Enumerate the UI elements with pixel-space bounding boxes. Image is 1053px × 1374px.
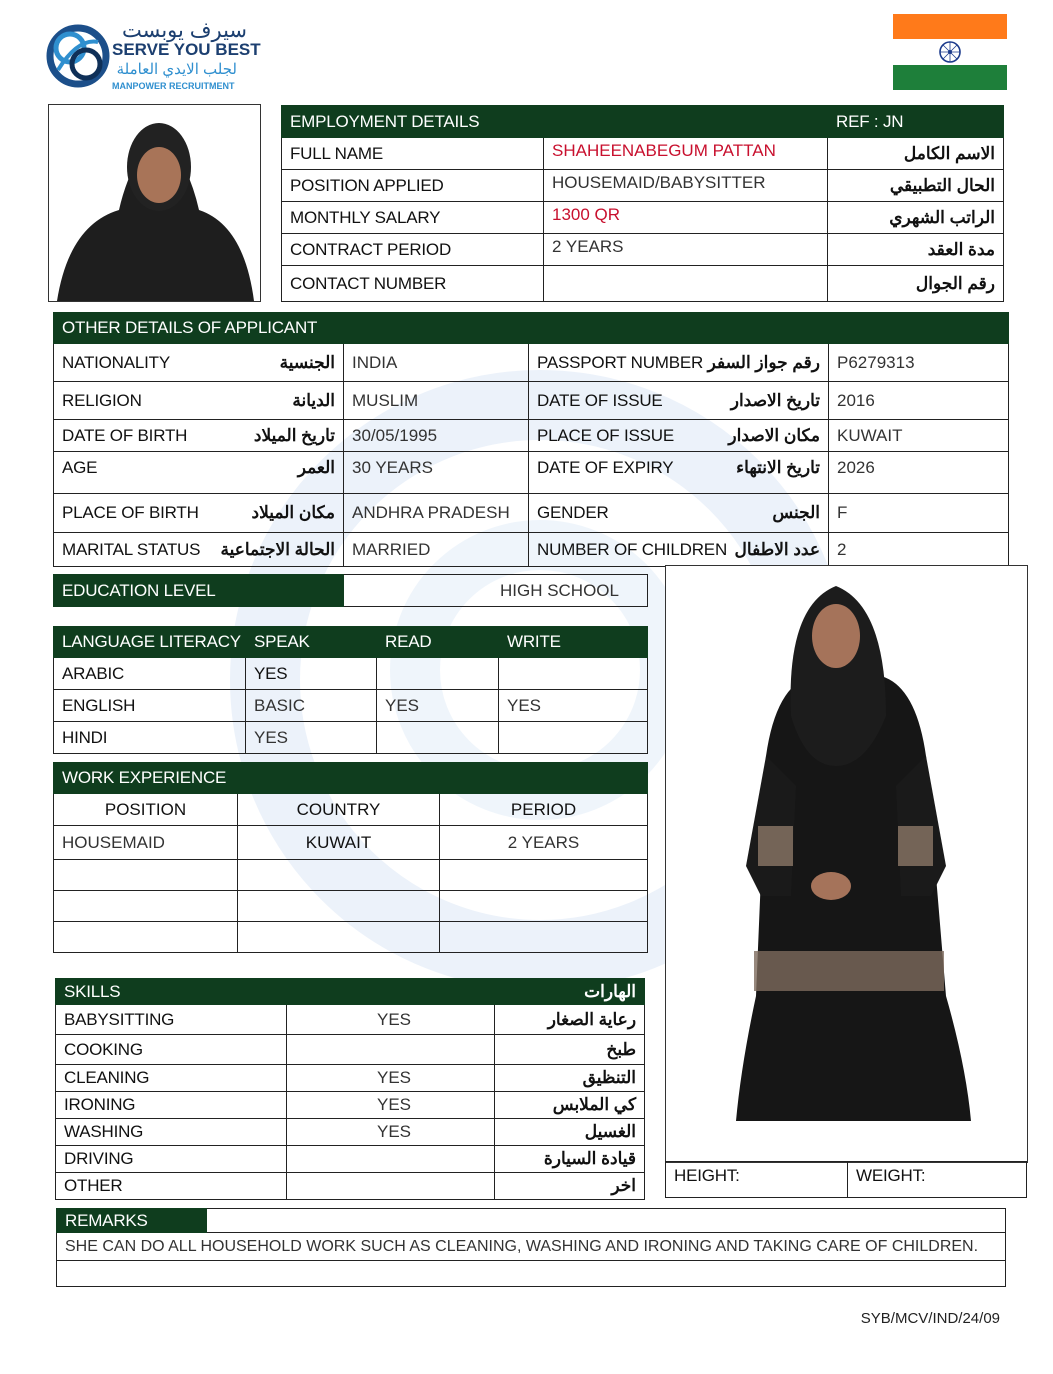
date-of-expiry-value: 2026: [829, 452, 1009, 494]
table-row: [56, 1005, 645, 1035]
religion-value: MUSLIM: [344, 382, 529, 420]
other-details-header-blank: [529, 313, 1009, 344]
work-country: [238, 891, 440, 922]
skill-name: IRONING: [56, 1092, 287, 1119]
table-row: [54, 420, 1009, 452]
skill-value: YES: [287, 1065, 495, 1092]
age-value: 30 YEARS: [344, 452, 529, 494]
language-table: [53, 626, 648, 754]
country-column-header: COUNTRY: [238, 794, 440, 826]
date-of-expiry-arabic: تاريخ الانتهاء: [736, 458, 820, 477]
religion-arabic: الديانة: [292, 390, 335, 410]
remarks-text: SHE CAN DO ALL HOUSEHOLD WORK SUCH AS CLEANING, WASHING AND IRONING AND TAKING CARE OF CHILDREN.: [57, 1233, 1006, 1261]
position-column-header: POSITION: [54, 794, 238, 826]
contact-number-arabic: رقم الجوال: [828, 266, 1004, 302]
write-value: YES: [499, 690, 648, 722]
passport-number-label: PASSPORT NUMBER: [537, 352, 704, 372]
education-value: HIGH SCHOOL: [344, 575, 648, 607]
skill-value: [287, 1173, 495, 1200]
full-name-arabic: الاسم الكامل: [828, 138, 1004, 170]
skill-name: DRIVING: [56, 1146, 287, 1173]
height-label: HEIGHT:: [666, 1162, 848, 1198]
weight-label: WEIGHT:: [848, 1162, 1027, 1198]
work-period: [440, 891, 648, 922]
marital-status-label: MARITAL STATUS: [62, 539, 201, 559]
language-header: LANGUAGE LITERACY: [54, 627, 246, 658]
logo-tagline: MANPOWER RECRUITMENT: [112, 81, 235, 91]
contract-period-value: 2 YEARS: [544, 234, 828, 266]
table-row: [56, 1035, 645, 1065]
gender-label: GENDER: [537, 503, 609, 522]
read-value: [377, 722, 499, 754]
india-flag: [893, 14, 1007, 90]
table-row: [54, 344, 1009, 382]
date-of-birth-value: 30/05/1995: [344, 420, 529, 452]
place-of-birth-arabic: مكان الميلاد: [251, 503, 335, 522]
number-of-children-arabic: عدد الاطفال: [734, 539, 820, 559]
ref-label: REF : JN: [828, 106, 1004, 138]
other-details-table: [53, 312, 1009, 567]
logo-name: SERVE YOU BEST: [112, 40, 261, 59]
work-country: KUWAIT: [238, 826, 440, 860]
table-row: [54, 922, 648, 953]
position-applied-value: HOUSEMAID/BABYSITTER: [544, 170, 828, 202]
ashoka-chakra-icon: [938, 40, 962, 64]
marital-status-arabic: الحالة الاجتماعية: [220, 539, 335, 559]
date-of-issue-arabic: تاريخ الاصدار: [730, 390, 820, 410]
logo-emblem-icon: [44, 18, 112, 94]
work-experience-header: WORK EXPERIENCE: [54, 763, 350, 794]
table-row: [54, 826, 648, 860]
passport-number-arabic: رقم جواز السفر: [707, 352, 820, 372]
document-reference: SYB/MCV/IND/24/09: [860, 1310, 1000, 1327]
work-position: [54, 922, 238, 953]
table-row: [54, 722, 648, 754]
work-experience-header-blank: [350, 763, 648, 794]
table-row: [54, 452, 1009, 494]
applicant-portrait-photo: [48, 104, 261, 302]
date-of-issue-label: DATE OF ISSUE: [537, 390, 663, 410]
contract-period-arabic: مدة العقد: [828, 234, 1004, 266]
company-logo: [44, 18, 261, 98]
measurements-table: [665, 1161, 1027, 1198]
age-label: AGE: [62, 458, 98, 477]
place-of-issue-value: KUWAIT: [829, 420, 1009, 452]
remarks-blank-row: [57, 1261, 1006, 1287]
period-column-header: PERIOD: [440, 794, 648, 826]
language-name: HINDI: [54, 722, 246, 754]
read-value: YES: [377, 690, 499, 722]
skill-name: COOKING: [56, 1035, 287, 1065]
monthly-salary-label: MONTHLY SALARY: [282, 202, 544, 234]
education-table: [53, 574, 648, 607]
date-of-expiry-label: DATE OF EXPIRY: [537, 458, 674, 477]
remarks-table: [56, 1208, 1006, 1287]
skill-arabic: كي الملابس: [495, 1092, 645, 1119]
work-period: 2 YEARS: [440, 826, 648, 860]
table-row: [54, 690, 648, 722]
read-value: [377, 658, 499, 690]
date-of-birth-arabic: تاريخ الميلاد: [253, 425, 335, 445]
position-applied-label: POSITION APPLIED: [282, 170, 544, 202]
other-details-header: OTHER DETAILS OF APPLICANT: [54, 313, 529, 344]
education-label: EDUCATION LEVEL: [54, 575, 344, 607]
skill-value: YES: [287, 1005, 495, 1035]
place-of-birth-label: PLACE OF BIRTH: [62, 503, 199, 522]
work-period: [440, 922, 648, 953]
skill-value: YES: [287, 1119, 495, 1146]
date-of-issue-value: 2016: [829, 382, 1009, 420]
gender-arabic: الجنس: [772, 503, 820, 522]
applicant-full-photo: [665, 565, 1028, 1163]
contract-period-label: CONTRACT PERIOD: [282, 234, 544, 266]
skill-value: [287, 1035, 495, 1065]
work-position: HOUSEMAID: [54, 826, 238, 860]
skills-header: SKILLS: [56, 979, 383, 1005]
work-position: [54, 860, 238, 891]
write-header: WRITE: [499, 627, 648, 658]
remarks-header-blank: [207, 1209, 1006, 1233]
age-arabic: العمر: [297, 458, 335, 477]
skill-name: OTHER: [56, 1173, 287, 1200]
table-row: [54, 658, 648, 690]
gender-value: F: [829, 494, 1009, 533]
speak-header: SPEAK: [246, 627, 377, 658]
table-row: [54, 533, 1009, 567]
monthly-salary-value: 1300 QR: [544, 202, 828, 234]
skill-arabic: قيادة السيارة: [495, 1146, 645, 1173]
remarks-header: REMARKS: [57, 1209, 207, 1233]
speak-value: YES: [246, 722, 377, 754]
table-row: [56, 1092, 645, 1119]
skill-arabic: طبخ: [495, 1035, 645, 1065]
skill-arabic: رعاية الصغار: [495, 1005, 645, 1035]
table-row: [56, 1146, 645, 1173]
full-name-label: FULL NAME: [282, 138, 544, 170]
marital-status-value: MARRIED: [344, 533, 529, 567]
language-name: ENGLISH: [54, 690, 246, 722]
language-name: ARABIC: [54, 658, 246, 690]
table-row: [56, 1119, 645, 1146]
work-country: [238, 860, 440, 891]
skill-value: [287, 1146, 495, 1173]
logo-arabic-tagline: لجلب الايدي العاملة: [116, 61, 237, 78]
read-header: READ: [377, 627, 499, 658]
work-experience-table: [53, 762, 648, 953]
number-of-children-label: NUMBER OF CHILDREN: [537, 539, 728, 559]
skill-arabic: اخر: [495, 1173, 645, 1200]
skill-name: CLEANING: [56, 1065, 287, 1092]
monthly-salary-arabic: الراتب الشهري: [828, 202, 1004, 234]
date-of-birth-label: DATE OF BIRTH: [62, 425, 188, 445]
skill-arabic: الغسيل: [495, 1119, 645, 1146]
nationality-value: INDIA: [344, 344, 529, 382]
work-position: [54, 891, 238, 922]
nationality-label: NATIONALITY: [62, 352, 171, 372]
write-value: [499, 658, 648, 690]
skill-name: BABYSITTING: [56, 1005, 287, 1035]
speak-value: BASIC: [246, 690, 377, 722]
table-row: [54, 891, 648, 922]
skills-header-arabic: الهارات: [383, 979, 645, 1005]
table-row: [56, 1065, 645, 1092]
logo-arabic-name: سيرف يوبست: [121, 19, 247, 42]
employment-details-table: [281, 105, 1004, 302]
table-row: [54, 860, 648, 891]
speak-value: YES: [246, 658, 377, 690]
skill-name: WASHING: [56, 1119, 287, 1146]
work-period: [440, 860, 648, 891]
write-value: [499, 722, 648, 754]
contact-number-value: [544, 266, 828, 302]
employment-header: EMPLOYMENT DETAILS: [282, 106, 828, 138]
table-row: [54, 494, 1009, 533]
nationality-arabic: الجنسية: [279, 352, 335, 372]
skill-value: YES: [287, 1092, 495, 1119]
table-row: [56, 1173, 645, 1200]
skill-arabic: التنظيق: [495, 1065, 645, 1092]
place-of-issue-label: PLACE OF ISSUE: [537, 425, 675, 445]
passport-number-value: P6279313: [829, 344, 1009, 382]
table-row: [54, 382, 1009, 420]
work-country: [238, 922, 440, 953]
position-applied-arabic: الحال التطبيقي: [828, 170, 1004, 202]
place-of-issue-arabic: مكان الاصدار: [728, 425, 820, 445]
full-name-value: SHAHEENABEGUM PATTAN: [544, 138, 828, 170]
place-of-birth-value: ANDHRA PRADESH: [344, 494, 529, 533]
contact-number-label: CONTACT NUMBER: [282, 266, 544, 302]
skills-table: [55, 978, 645, 1200]
number-of-children-value: 2: [829, 533, 1009, 567]
religion-label: RELIGION: [62, 390, 142, 410]
